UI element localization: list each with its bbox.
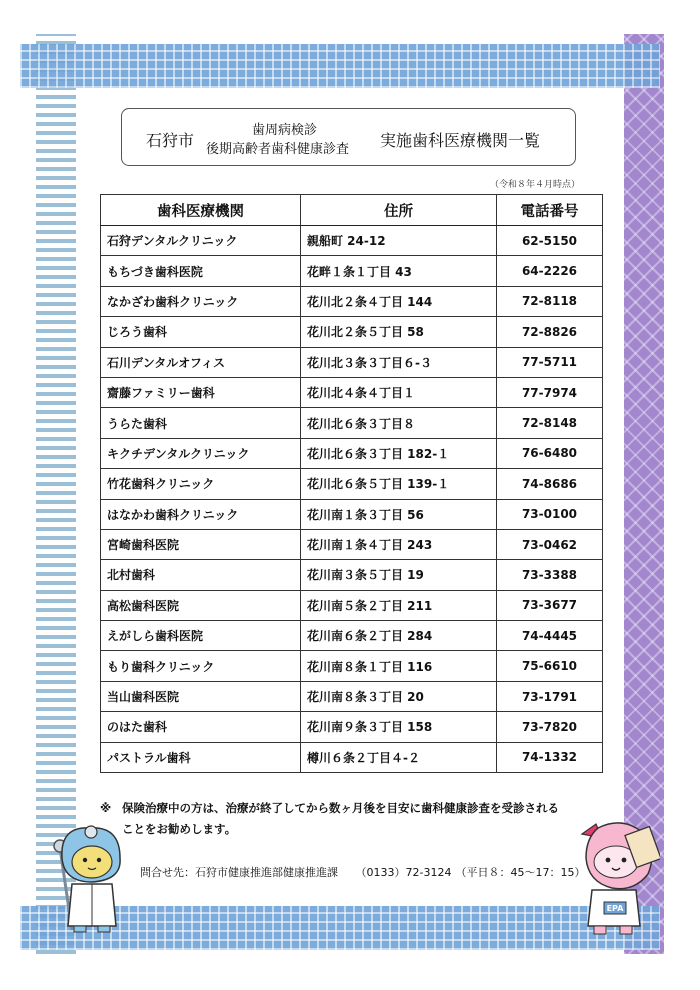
title-city: 石狩市 <box>146 131 195 150</box>
header-clinic: 歯科医療機関 <box>101 195 301 226</box>
clinic-address-cell: 花川南８条１丁目 116 <box>301 651 497 681</box>
clinic-phone-cell: 72-8148 <box>497 408 603 438</box>
clinic-phone-cell: 74-1332 <box>497 742 603 772</box>
note-line-2: ことをお勧めします。 <box>122 822 237 836</box>
clinic-phone-cell: 74-4445 <box>497 621 603 651</box>
page-title: 実施歯科医療機関一覧 <box>380 131 541 150</box>
as-of-date: （令和８年４月時点） <box>490 180 581 190</box>
table-row <box>101 621 603 651</box>
clinic-phone-cell: 73-0100 <box>497 499 603 529</box>
left-striped-tape <box>36 34 76 954</box>
clinic-address-cell: 花川南５条２丁目 211 <box>301 590 497 620</box>
clinic-address-cell: 花川北２条４丁目 144 <box>301 286 497 316</box>
clinic-address-cell: 花川南１条４丁目 243 <box>301 529 497 559</box>
contact-hours: （平日８：45～17：15） <box>455 866 586 879</box>
clinic-phone-cell: 73-7820 <box>497 712 603 742</box>
clinic-phone-cell: 73-3388 <box>497 560 603 590</box>
title-box <box>121 108 576 166</box>
clinic-address-cell: 花川南８条３丁目 20 <box>301 681 497 711</box>
clinic-name-cell: もちづき歯科医院 <box>101 256 301 286</box>
clinic-phone-cell: 72-8118 <box>497 286 603 316</box>
clinic-name-cell: うらた歯科 <box>101 408 301 438</box>
mascot-badge-text: EPA <box>606 904 624 913</box>
clinic-name-cell: パストラル歯科 <box>101 742 301 772</box>
table-row <box>101 590 603 620</box>
table-row <box>101 529 603 559</box>
table-row <box>101 347 603 377</box>
table-row <box>101 408 603 438</box>
clinic-phone-cell: 75-6610 <box>497 651 603 681</box>
clinic-address-cell: 花川北６条５丁目 139-１ <box>301 469 497 499</box>
table-row <box>101 438 603 468</box>
table-header-row <box>101 195 603 226</box>
clinic-name-cell: 北村歯科 <box>101 560 301 590</box>
clinic-address-cell: 花川南６条２丁目 284 <box>301 621 497 651</box>
table-row <box>101 377 603 407</box>
title-subtitle-periodontal: 歯周病検診 <box>252 123 318 138</box>
table-row <box>101 499 603 529</box>
table-row <box>101 742 603 772</box>
clinic-name-cell: 石川デンタルオフィス <box>101 347 301 377</box>
clinic-phone-cell: 64-2226 <box>497 256 603 286</box>
note <box>100 798 620 840</box>
clinic-address-cell: 親船町 24-12 <box>301 226 497 256</box>
clinic-address-cell: 花畔１条１丁目 43 <box>301 256 497 286</box>
table-row <box>101 317 603 347</box>
table-row <box>101 681 603 711</box>
top-blue-tape <box>20 44 660 88</box>
clinic-name-cell: じろう歯科 <box>101 317 301 347</box>
table-row <box>101 712 603 742</box>
pink-mascot-icon <box>576 820 660 940</box>
clinic-phone-cell: 72-8826 <box>497 317 603 347</box>
clinic-address-cell: 花川南３条５丁目 19 <box>301 560 497 590</box>
clinic-table <box>100 194 603 773</box>
clinic-phone-cell: 73-3677 <box>497 590 603 620</box>
clinic-phone-cell: 77-7974 <box>497 377 603 407</box>
clinic-phone-cell: 76-6480 <box>497 438 603 468</box>
clinic-address-cell: 花川北６条３丁目８ <box>301 408 497 438</box>
clinic-name-cell: なかざわ歯科クリニック <box>101 286 301 316</box>
clinic-name-cell: 石狩デンタルクリニック <box>101 226 301 256</box>
clinic-name-cell: 宮崎歯科医院 <box>101 529 301 559</box>
clinic-phone-cell: 77-5711 <box>497 347 603 377</box>
clinic-name-cell: えがしら歯科医院 <box>101 621 301 651</box>
clinic-address-cell: 花川北６条３丁目 182-１ <box>301 438 497 468</box>
table-row <box>101 469 603 499</box>
table-row <box>101 256 603 286</box>
clinic-address-cell: 樽川６条２丁目４-２ <box>301 742 497 772</box>
header-address: 住所 <box>301 195 497 226</box>
clinic-address-cell: 花川北３条３丁目６-３ <box>301 347 497 377</box>
tooth-mascot-icon <box>50 818 132 936</box>
clinic-name-cell: キクチデンタルクリニック <box>101 438 301 468</box>
clinic-address-cell: 花川南９条３丁目 158 <box>301 712 497 742</box>
table-row <box>101 286 603 316</box>
note-mark: ※ <box>100 801 112 815</box>
right-purple-tape <box>624 34 664 954</box>
table-row <box>101 226 603 256</box>
clinic-phone-cell: 74-8686 <box>497 469 603 499</box>
clinic-name-cell: 齋藤ファミリー歯科 <box>101 377 301 407</box>
note-line-1: 保険治療中の方は、治療が終了してから数ヶ月後を目安に歯科健康診査を受診される <box>122 801 559 815</box>
clinic-address-cell: 花川北４条４丁目１ <box>301 377 497 407</box>
clinic-name-cell: 高松歯科医院 <box>101 590 301 620</box>
clinic-phone-cell: 62-5150 <box>497 226 603 256</box>
clinic-address-cell: 花川北２条５丁目 58 <box>301 317 497 347</box>
contact-phone: （0133）72-3124 <box>355 866 452 879</box>
clinic-address-cell: 花川南１条３丁目 56 <box>301 499 497 529</box>
title-subtitle-elderly: 後期高齢者歯科健康診査 <box>206 142 350 157</box>
clinic-name-cell: のはた歯科 <box>101 712 301 742</box>
clinic-name-cell: もり歯科クリニック <box>101 651 301 681</box>
table-row <box>101 651 603 681</box>
clinic-phone-cell: 73-0462 <box>497 529 603 559</box>
clinic-name-cell: 竹花歯科クリニック <box>101 469 301 499</box>
header-phone: 電話番号 <box>497 195 603 226</box>
clinic-phone-cell: 73-1791 <box>497 681 603 711</box>
table-row <box>101 560 603 590</box>
clinic-name-cell: 当山歯科医院 <box>101 681 301 711</box>
contact-label: 問合せ先：石狩市健康推進部健康推進課 <box>140 866 338 879</box>
contact-info <box>140 864 599 880</box>
clinic-name-cell: はなかわ歯科クリニック <box>101 499 301 529</box>
